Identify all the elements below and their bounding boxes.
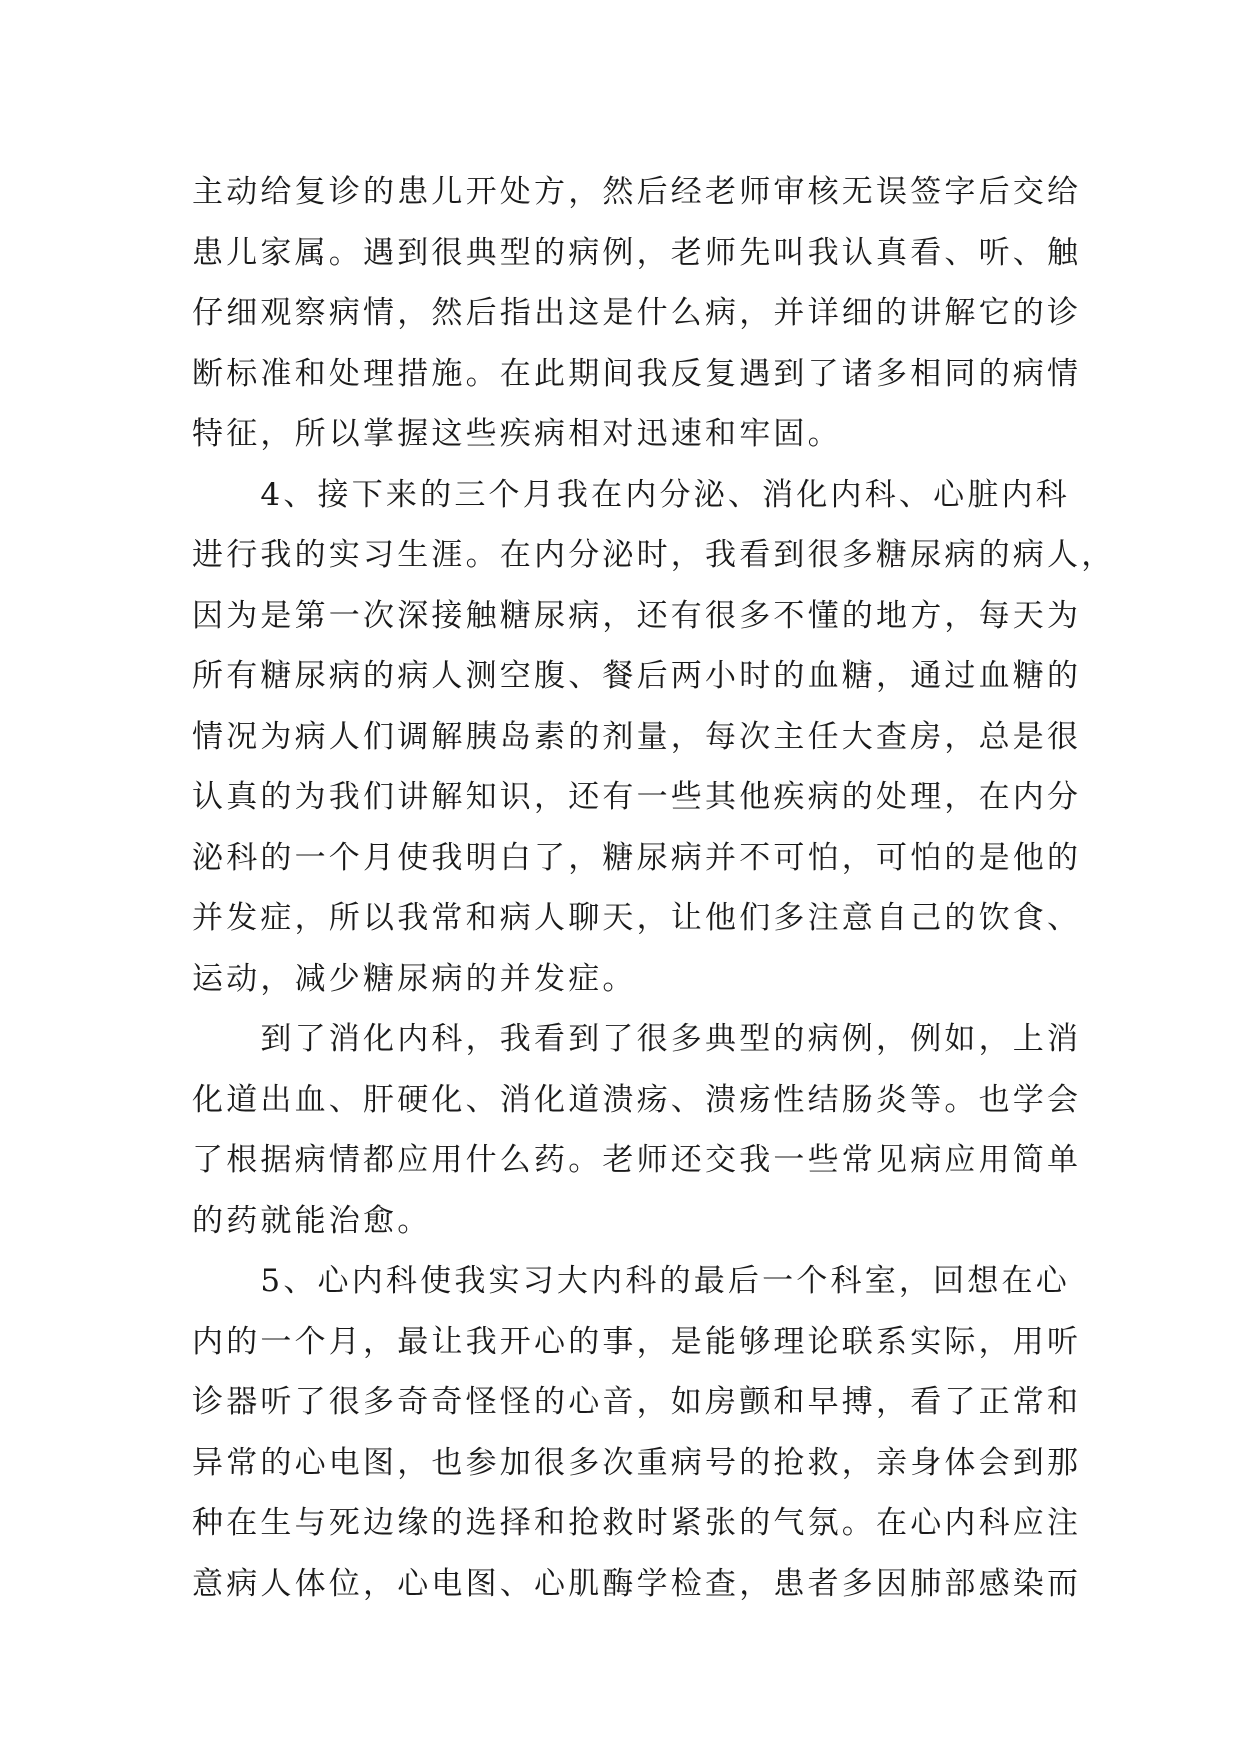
text-line: 运动，减少糖尿病的并发症。: [192, 960, 637, 997]
text-line: 所有糖尿病的病人测空腹、餐后两小时的血糖，通过血糖的: [192, 658, 1082, 694]
text-line: 的药就能治愈。: [192, 1202, 432, 1239]
text-line: 并发症，所以我常和病人聊天，让他们多注意自己的饮食、: [192, 900, 1082, 936]
text-line: 泌科的一个月使我明白了，糖尿病并不可怕，可怕的是他的: [192, 839, 1082, 876]
text-line: 了根据病情都应用什么药。老师还交我一些常见病应用简单: [192, 1142, 1082, 1178]
text-line: 5、心内科使我实习大内科的最后一个科室，回想在心: [192, 1263, 1070, 1299]
text-line: 患儿家属。遇到很典型的病例，老师先叫我认真看、听、触: [192, 234, 1082, 271]
text-line: 认真的为我们讲解知识，还有一些其他疾病的处理，在内分: [192, 779, 1082, 815]
text-line: 意病人体位，心电图、心肌酶学检查，患者多因肺部感染而: [192, 1565, 1082, 1602]
text-line: 化道出血、肝硬化、消化道溃疡、溃疡性结肠炎等。也学会: [192, 1081, 1082, 1118]
text-line: 进行我的实习生涯。在内分泌时，我看到很多糖尿病的病人，: [192, 537, 1116, 573]
text-line: 特征，所以掌握这些疾病相对迅速和牢固。: [192, 416, 842, 452]
text-line: 种在生与死边缘的选择和抢救时紧张的气氛。在心内科应注: [192, 1505, 1082, 1541]
text-line: 诊器听了很多奇奇怪怪的心音，如房颤和早搏，看了正常和: [192, 1384, 1082, 1420]
text-line: 4、接下来的三个月我在内分泌、消化内科、心脏内科: [192, 476, 1070, 513]
text-line: 内的一个月，最让我开心的事，是能够理论联系实际，用听: [192, 1323, 1082, 1360]
text-line: 到了消化内科，我看到了很多典型的病例，例如，上消: [192, 1021, 1082, 1057]
text-line: 断标准和处理措施。在此期间我反复遇到了诸多相同的病情: [192, 355, 1082, 392]
text-line: 因为是第一次深接触糖尿病，还有很多不懂的地方，每天为: [192, 597, 1082, 634]
text-line: 异常的心电图，也参加很多次重病号的抢救，亲身体会到那: [192, 1444, 1082, 1481]
body-text: [192, 162, 1116, 1614]
text-line: 仔细观察病情，然后指出这是什么病，并详细的讲解它的诊: [192, 295, 1082, 331]
text-line: 主动给复诊的患儿开处方，然后经老师审核无误签字后交给: [192, 174, 1082, 210]
text-line: 情况为病人们调解胰岛素的剂量，每次主任大查房，总是很: [192, 718, 1082, 755]
